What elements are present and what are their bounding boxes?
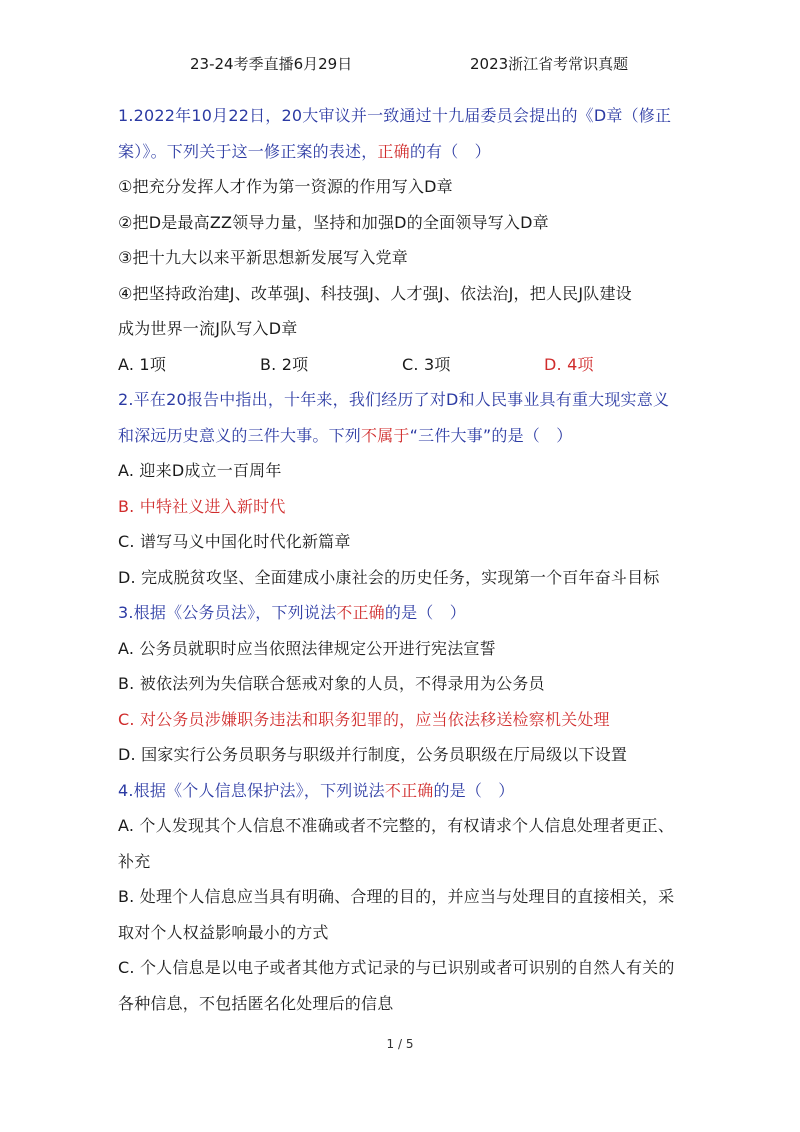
statement-item: ②把D是最高ZZ领导力量，坚持和加强D的全面领导写入D章: [118, 212, 549, 232]
statement-item: ③把十九大以来平新思想新发展写入党章: [118, 248, 408, 267]
option-c-continued: 各种信息，不包括匿名化处理后的信息: [118, 993, 394, 1013]
option-a: A. 迎来D成立一百周年: [118, 461, 282, 480]
option-b-continued: 取对个人权益影响最小的方式: [118, 922, 329, 942]
page-header: [0, 53, 800, 77]
question-stem: 4.根据《个人信息保护法》，下列说法不正确的是（ ）: [118, 780, 515, 800]
answer-keyword: 不正确: [384, 780, 434, 800]
option-b-answer: B. 中特社义进入新时代: [118, 496, 286, 516]
question-stem: 案）》。下列关于这一修正案的表述，正确的有（ ）: [118, 141, 491, 161]
statement-item: ①把充分发挥人才作为第一资源的作用写入D章: [118, 177, 453, 196]
page-number: 1 / 5: [386, 1037, 414, 1051]
question-stem: 2.平在20报告中指出，十年来，我们经历了对D和人民事业具有重大现实意义: [118, 390, 670, 409]
option-c-answer: C. 对公务员涉嫌职务违法和职务犯罪的，应当依法移送检察机关处理: [118, 709, 610, 729]
option-c: C. 3项: [402, 354, 451, 374]
option-a: A. 1项: [118, 354, 167, 374]
option-b: B. 2项: [260, 354, 309, 374]
answer-keyword: 不正确: [336, 603, 385, 622]
option-c: C. 谱写马义中国化时代化新篇章: [118, 532, 351, 551]
option-c: C. 个人信息是以电子或者其他方式记录的与已识别或者可识别的自然人有关的: [118, 958, 675, 977]
header-right: 2023浙江省考常识真题: [470, 55, 629, 73]
statement-item: 成为世界一流J队写入D章: [118, 319, 298, 338]
statement-item: ④把坚持政治建J、改革强J、科技强J、人才强J、依法治J，把人民J队建设: [118, 283, 632, 303]
question-stem: 1.2022年10月22日，20大审议并一致通过十九届委员会提出的《D章（修正: [118, 106, 672, 125]
answer-keyword: 正确: [377, 141, 410, 161]
question-stem: 和深远历史意义的三件大事。下列不属于“三件大事”的是（ ）: [118, 425, 573, 445]
document-body: [118, 104, 683, 1027]
answer-keyword: 不属于: [361, 425, 410, 445]
header-left: 23-24考季直播6月29日: [190, 55, 353, 73]
option-d-answer: D. 4项: [544, 354, 594, 374]
option-a: A. 公务员就职时应当依照法律规定公开进行宪法宣誓: [118, 638, 496, 658]
option-a: A. 个人发现其个人信息不准确或者不完整的，有权请求个人信息处理者更正、: [118, 816, 675, 835]
option-d: D. 完成脱贫攻坚、全面建成小康社会的历史任务，实现第一个百年奋斗目标: [118, 567, 660, 587]
option-b: B. 处理个人信息应当具有明确、合理的目的，并应当与处理目的直接相关，采: [118, 887, 675, 906]
option-d: D. 国家实行公务员职务与职级并行制度，公务员职级在厅局级以下设置: [118, 745, 628, 764]
option-a-continued: 补充: [118, 851, 151, 871]
option-row: [118, 353, 683, 389]
question-stem: 3.根据《公务员法》，下列说法不正确的是（ ）: [118, 603, 466, 622]
option-b: B. 被依法列为失信联合惩戒对象的人员，不得录用为公务员: [118, 674, 545, 693]
